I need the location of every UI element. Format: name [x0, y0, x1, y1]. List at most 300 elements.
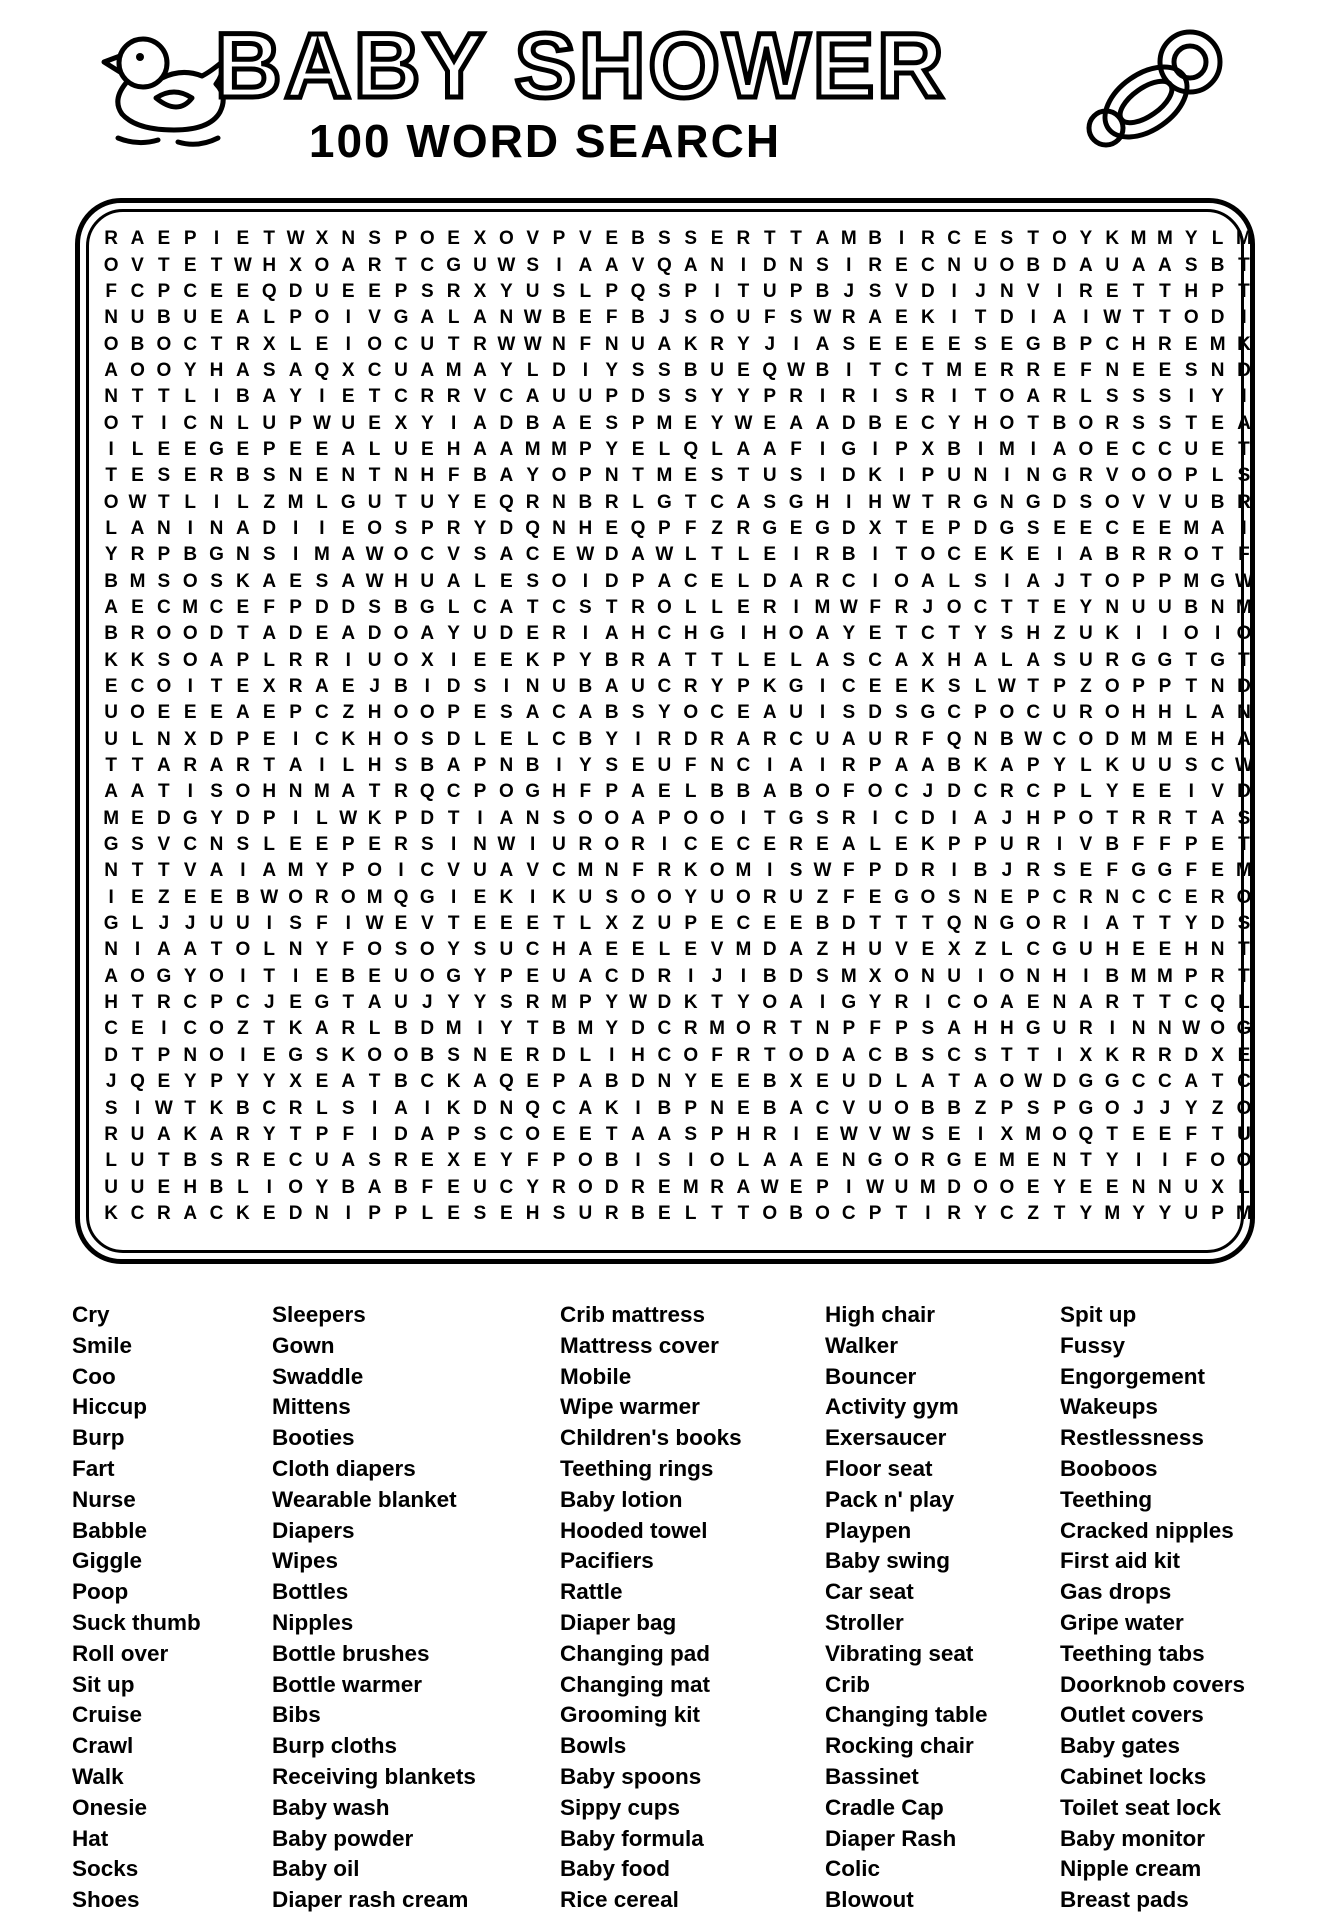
grid-letter[interactable]: K — [868, 465, 882, 487]
grid-letter[interactable]: Y — [473, 517, 487, 539]
grid-letter[interactable]: F — [790, 438, 802, 460]
grid-letter[interactable]: N — [499, 307, 514, 329]
grid-letter[interactable]: E — [658, 781, 671, 803]
grid-letter[interactable]: A — [473, 359, 487, 381]
grid-letter[interactable]: W — [866, 1176, 885, 1198]
grid-letter[interactable]: L — [263, 649, 276, 671]
grid-letter[interactable]: R — [947, 1202, 962, 1224]
grid-letter[interactable]: M — [103, 807, 120, 829]
grid-letter[interactable]: L — [368, 1018, 381, 1040]
grid-letter[interactable]: O — [340, 886, 356, 908]
grid-letter[interactable]: L — [895, 1071, 908, 1093]
grid-letter[interactable]: I — [846, 1176, 852, 1198]
grid-letter[interactable]: E — [473, 913, 487, 935]
grid-letter[interactable]: S — [1184, 359, 1198, 381]
grid-letter[interactable]: A — [183, 1202, 198, 1224]
grid-letter[interactable]: O — [103, 491, 119, 513]
grid-letter[interactable]: E — [895, 333, 908, 355]
grid-letter[interactable]: A — [762, 781, 777, 803]
grid-letter[interactable]: O — [577, 1176, 593, 1198]
grid-letter[interactable]: C — [657, 1018, 672, 1040]
grid-letter[interactable]: I — [1030, 307, 1036, 329]
grid-letter[interactable]: R — [394, 1150, 408, 1172]
grid-letter[interactable]: E — [1132, 1123, 1145, 1145]
grid-letter[interactable]: A — [552, 412, 566, 434]
grid-letter[interactable]: R — [999, 781, 1014, 803]
grid-letter[interactable]: E — [183, 438, 197, 460]
grid-letter[interactable]: Y — [710, 412, 724, 434]
grid-letter[interactable]: R — [315, 649, 329, 671]
grid-letter[interactable]: A — [999, 755, 1014, 777]
grid-letter[interactable]: J — [764, 333, 776, 355]
grid-letter[interactable]: T — [526, 1018, 539, 1040]
grid-letter[interactable]: U — [1052, 1018, 1067, 1040]
grid-letter[interactable]: O — [815, 781, 830, 803]
grid-letter[interactable]: D — [1052, 254, 1067, 276]
grid-letter[interactable]: O — [1104, 1097, 1120, 1119]
grid-letter[interactable]: C — [420, 544, 435, 566]
grid-letter[interactable]: A — [1026, 570, 1041, 592]
grid-letter[interactable]: M — [366, 886, 383, 908]
grid-letter[interactable]: Y — [605, 1018, 619, 1040]
grid-letter[interactable]: I — [1162, 1150, 1168, 1172]
grid-letter[interactable]: A — [789, 412, 803, 434]
grid-letter[interactable]: T — [158, 781, 170, 803]
grid-letter[interactable]: J — [1054, 570, 1065, 592]
grid-letter[interactable]: S — [289, 913, 302, 935]
grid-letter[interactable]: X — [473, 228, 487, 250]
grid-letter[interactable]: U — [1105, 254, 1120, 276]
grid-letter[interactable]: E — [315, 965, 329, 987]
grid-letter[interactable]: I — [1056, 280, 1063, 302]
grid-letter[interactable]: R — [1210, 886, 1225, 908]
grid-letter[interactable]: L — [974, 676, 987, 698]
grid-letter[interactable]: C — [262, 1097, 277, 1119]
grid-letter[interactable]: M — [551, 438, 567, 460]
grid-letter[interactable]: E — [1184, 333, 1198, 355]
grid-letter[interactable]: C — [525, 544, 540, 566]
grid-letter[interactable]: T — [1106, 1123, 1119, 1145]
grid-letter[interactable]: J — [105, 1071, 117, 1093]
grid-letter[interactable]: S — [473, 544, 487, 566]
grid-letter[interactable]: G — [1025, 491, 1041, 513]
grid-letter[interactable]: E — [1026, 544, 1040, 566]
grid-letter[interactable]: T — [790, 228, 802, 250]
grid-letter[interactable]: I — [451, 834, 457, 856]
grid-letter[interactable]: A — [130, 228, 145, 250]
grid-letter[interactable]: C — [1105, 517, 1120, 539]
grid-letter[interactable]: P — [631, 412, 645, 434]
grid-letter[interactable]: A — [578, 702, 593, 724]
grid-letter[interactable]: G — [446, 254, 462, 276]
grid-letter[interactable]: R — [683, 676, 698, 698]
grid-letter[interactable]: U — [1184, 491, 1199, 513]
word-list-item[interactable]: Restlessness — [1060, 1425, 1204, 1451]
grid-letter[interactable]: L — [368, 438, 381, 460]
word-list-item[interactable]: Nurse — [72, 1486, 136, 1512]
grid-letter[interactable]: A — [1210, 702, 1225, 724]
grid-letter[interactable]: O — [393, 649, 409, 671]
grid-letter[interactable]: O — [577, 1150, 593, 1172]
grid-letter[interactable]: U — [420, 570, 435, 592]
grid-letter[interactable]: I — [767, 860, 773, 882]
grid-letter[interactable]: K — [341, 1044, 356, 1066]
grid-letter[interactable]: O — [551, 465, 567, 487]
grid-letter[interactable]: T — [1185, 676, 1198, 698]
grid-letter[interactable]: T — [1211, 1071, 1224, 1093]
word-list-item[interactable]: Rattle — [560, 1579, 623, 1605]
grid-letter[interactable]: V — [473, 386, 487, 408]
grid-letter[interactable]: P — [1026, 886, 1040, 908]
grid-letter[interactable]: O — [762, 1202, 778, 1224]
grid-letter[interactable]: G — [1078, 1071, 1094, 1093]
grid-letter[interactable]: E — [737, 1097, 750, 1119]
grid-letter[interactable]: Y — [868, 992, 882, 1014]
grid-letter[interactable]: O — [419, 965, 435, 987]
grid-letter[interactable]: E — [157, 1071, 171, 1093]
grid-letter[interactable]: I — [1030, 438, 1036, 460]
grid-letter[interactable]: B — [394, 596, 408, 618]
grid-letter[interactable]: Y — [420, 412, 434, 434]
grid-letter[interactable]: H — [552, 939, 566, 961]
grid-letter[interactable]: C — [499, 386, 514, 408]
grid-letter[interactable]: O — [973, 992, 988, 1014]
grid-letter[interactable]: E — [526, 965, 540, 987]
grid-letter[interactable]: T — [1185, 412, 1198, 434]
grid-letter[interactable]: E — [1211, 860, 1224, 882]
grid-letter[interactable]: E — [710, 228, 724, 250]
word-list-item[interactable]: Doorknob covers — [1060, 1671, 1246, 1697]
grid-letter[interactable]: J — [843, 280, 855, 302]
grid-letter[interactable]: L — [105, 1150, 117, 1172]
grid-letter[interactable]: F — [922, 728, 934, 750]
grid-letter[interactable]: Y — [1184, 913, 1198, 935]
grid-letter[interactable]: A — [868, 307, 882, 329]
grid-letter[interactable]: T — [526, 596, 539, 618]
grid-letter[interactable]: G — [419, 596, 435, 618]
grid-letter[interactable]: T — [974, 386, 987, 408]
grid-letter[interactable]: I — [398, 860, 404, 882]
grid-letter[interactable]: S — [974, 1044, 987, 1066]
grid-letter[interactable]: H — [973, 1018, 988, 1040]
grid-letter[interactable]: E — [763, 412, 777, 434]
grid-letter[interactable]: W — [523, 333, 542, 355]
grid-letter[interactable]: G — [920, 702, 936, 724]
word-list-item[interactable]: Children's books — [560, 1425, 742, 1451]
grid-letter[interactable]: T — [158, 386, 170, 408]
grid-letter[interactable]: O — [156, 333, 172, 355]
grid-letter[interactable]: B — [578, 676, 593, 698]
grid-letter[interactable]: K — [236, 1202, 250, 1224]
grid-letter[interactable]: E — [183, 465, 197, 487]
grid-letter[interactable]: R — [762, 886, 777, 908]
grid-letter[interactable]: D — [446, 728, 461, 750]
grid-letter[interactable]: W — [497, 333, 516, 355]
grid-letter[interactable]: D — [1210, 913, 1225, 935]
grid-letter[interactable]: O — [894, 1150, 909, 1172]
grid-letter[interactable]: U — [578, 886, 593, 908]
grid-letter[interactable]: P — [289, 412, 302, 434]
grid-letter[interactable]: A — [341, 1150, 356, 1172]
grid-letter[interactable]: S — [816, 807, 829, 829]
grid-letter[interactable]: E — [236, 676, 250, 698]
grid-letter[interactable]: C — [130, 280, 145, 302]
grid-letter[interactable]: I — [424, 1097, 430, 1119]
grid-letter[interactable]: N — [1026, 465, 1041, 487]
grid-letter[interactable]: M — [919, 1176, 936, 1198]
grid-letter[interactable]: F — [579, 333, 592, 355]
grid-letter[interactable]: I — [187, 517, 193, 539]
grid-letter[interactable]: P — [974, 834, 987, 856]
grid-letter[interactable]: Y — [605, 359, 619, 381]
grid-letter[interactable]: O — [1183, 307, 1199, 329]
word-list-item[interactable]: Booties — [272, 1425, 355, 1451]
grid-letter[interactable]: E — [974, 359, 987, 381]
grid-letter[interactable]: L — [737, 544, 750, 566]
grid-letter[interactable]: A — [789, 1150, 803, 1172]
grid-letter[interactable]: A — [657, 333, 672, 355]
grid-letter[interactable]: M — [314, 781, 330, 803]
grid-letter[interactable]: W — [839, 1123, 858, 1145]
grid-letter[interactable]: R — [473, 333, 487, 355]
grid-letter[interactable]: C — [394, 333, 408, 355]
word-list-item[interactable]: Baby gates — [1060, 1733, 1181, 1759]
grid-letter[interactable]: S — [605, 886, 619, 908]
grid-letter[interactable]: C — [156, 596, 171, 618]
grid-letter[interactable]: N — [473, 834, 487, 856]
grid-letter[interactable]: A — [604, 676, 619, 698]
grid-letter[interactable]: D — [604, 544, 619, 566]
grid-letter[interactable]: B — [394, 1071, 408, 1093]
grid-letter[interactable]: S — [605, 755, 619, 777]
grid-letter[interactable]: U — [657, 913, 672, 935]
grid-letter[interactable]: S — [684, 1123, 698, 1145]
grid-letter[interactable]: L — [579, 280, 592, 302]
word-list-item[interactable]: Sleepers — [272, 1302, 366, 1327]
grid-letter[interactable]: P — [605, 280, 619, 302]
grid-letter[interactable]: D — [762, 939, 777, 961]
grid-letter[interactable]: P — [1053, 1097, 1066, 1119]
grid-letter[interactable]: S — [420, 834, 434, 856]
grid-letter[interactable]: A — [446, 755, 461, 777]
grid-letter[interactable]: R — [604, 1202, 619, 1224]
grid-letter[interactable]: O — [367, 939, 382, 961]
grid-letter[interactable]: N — [552, 517, 566, 539]
grid-letter[interactable]: A — [499, 465, 514, 487]
grid-letter[interactable]: G — [657, 491, 672, 513]
grid-letter[interactable]: S — [842, 702, 856, 724]
grid-letter[interactable]: A — [1237, 412, 1251, 434]
grid-letter[interactable]: B — [104, 623, 119, 645]
grid-letter[interactable]: K — [683, 860, 698, 882]
grid-letter[interactable]: U — [552, 386, 566, 408]
grid-letter[interactable]: O — [999, 1176, 1015, 1198]
grid-letter[interactable]: V — [447, 860, 460, 882]
grid-letter[interactable]: T — [737, 465, 750, 487]
grid-letter[interactable]: M — [1157, 728, 1173, 750]
grid-letter[interactable]: E — [157, 1176, 171, 1198]
grid-letter[interactable]: R — [789, 834, 803, 856]
grid-letter[interactable]: P — [1211, 280, 1224, 302]
grid-letter[interactable]: X — [341, 359, 355, 381]
grid-letter[interactable]: I — [477, 807, 483, 829]
grid-letter[interactable]: E — [262, 728, 276, 750]
grid-letter[interactable]: D — [920, 807, 935, 829]
grid-letter[interactable]: U — [1131, 755, 1146, 777]
grid-letter[interactable]: T — [763, 228, 776, 250]
grid-letter[interactable]: D — [1237, 781, 1251, 803]
grid-letter[interactable]: P — [947, 834, 961, 856]
word-list-item[interactable]: Gas drops — [1060, 1579, 1172, 1605]
grid-letter[interactable]: B — [841, 544, 856, 566]
grid-letter[interactable]: U — [947, 965, 962, 987]
grid-letter[interactable]: A — [789, 755, 803, 777]
grid-letter[interactable]: E — [420, 438, 434, 460]
grid-letter[interactable]: A — [841, 834, 856, 856]
grid-letter[interactable]: E — [526, 913, 540, 935]
grid-letter[interactable]: T — [395, 254, 407, 276]
grid-letter[interactable]: C — [1158, 886, 1172, 908]
grid-letter[interactable]: T — [447, 913, 460, 935]
grid-letter[interactable]: C — [1131, 1071, 1146, 1093]
grid-letter[interactable]: X — [921, 438, 935, 460]
grid-letter[interactable]: D — [420, 1018, 435, 1040]
grid-letter[interactable]: V — [631, 254, 645, 276]
grid-letter[interactable]: S — [473, 939, 487, 961]
grid-letter[interactable]: F — [105, 280, 117, 302]
grid-letter[interactable]: U — [367, 491, 382, 513]
grid-letter[interactable]: O — [709, 1150, 725, 1172]
word-list-item[interactable]: High chair — [825, 1302, 936, 1327]
grid-letter[interactable]: C — [657, 1044, 672, 1066]
grid-letter[interactable]: I — [872, 570, 878, 592]
grid-letter[interactable]: T — [210, 676, 223, 698]
word-list-item[interactable]: Wakeups — [1060, 1394, 1158, 1420]
grid-letter[interactable]: U — [1237, 1123, 1251, 1145]
grid-letter[interactable]: B — [789, 1202, 803, 1224]
grid-letter[interactable]: V — [526, 228, 540, 250]
grid-letter[interactable]: S — [157, 649, 171, 671]
grid-letter[interactable]: Y — [315, 1176, 329, 1198]
grid-letter[interactable]: G — [1078, 1097, 1094, 1119]
grid-letter[interactable]: C — [920, 623, 935, 645]
grid-letter[interactable]: I — [477, 1018, 483, 1040]
grid-letter[interactable]: B — [920, 1097, 935, 1119]
grid-letter[interactable]: E — [1026, 992, 1040, 1014]
grid-letter[interactable]: D — [420, 807, 435, 829]
grid-letter[interactable]: X — [1000, 1123, 1014, 1145]
grid-letter[interactable]: T — [131, 1044, 144, 1066]
word-list-item[interactable]: Smile — [72, 1332, 133, 1358]
grid-letter[interactable]: S — [236, 834, 250, 856]
word-list-item[interactable]: Nipple cream — [1060, 1856, 1202, 1882]
grid-letter[interactable]: C — [499, 1176, 514, 1198]
grid-letter[interactable]: O — [393, 728, 409, 750]
grid-letter[interactable]: A — [657, 570, 672, 592]
grid-letter[interactable]: D — [315, 596, 329, 618]
grid-letter[interactable]: G — [1131, 860, 1146, 882]
grid-letter[interactable]: T — [1132, 913, 1145, 935]
grid-letter[interactable]: H — [841, 939, 856, 961]
grid-letter[interactable]: M — [1130, 728, 1147, 750]
grid-letter[interactable]: Y — [473, 965, 487, 987]
grid-letter[interactable]: B — [1026, 254, 1041, 276]
grid-letter[interactable]: K — [1237, 333, 1251, 355]
grid-letter[interactable]: R — [1105, 992, 1120, 1014]
grid-letter[interactable]: R — [1131, 807, 1146, 829]
grid-letter[interactable]: N — [525, 807, 540, 829]
grid-letter[interactable]: C — [841, 676, 856, 698]
grid-letter[interactable]: E — [710, 834, 724, 856]
grid-letter[interactable]: D — [288, 1202, 303, 1224]
grid-letter[interactable]: I — [635, 1097, 641, 1119]
grid-letter[interactable]: K — [104, 649, 119, 671]
grid-letter[interactable]: T — [711, 649, 723, 671]
grid-letter[interactable]: R — [1158, 544, 1172, 566]
grid-letter[interactable]: P — [447, 1123, 460, 1145]
grid-letter[interactable]: S — [631, 359, 645, 381]
grid-letter[interactable]: S — [1105, 386, 1119, 408]
grid-letter[interactable]: I — [661, 834, 668, 856]
grid-letter[interactable]: J — [158, 913, 170, 935]
grid-letter[interactable]: O — [1157, 465, 1173, 487]
grid-letter[interactable]: E — [499, 728, 513, 750]
grid-letter[interactable]: U — [130, 1123, 145, 1145]
grid-letter[interactable]: W — [365, 570, 384, 592]
grid-letter[interactable]: B — [947, 438, 962, 460]
grid-letter[interactable]: B — [894, 1044, 909, 1066]
grid-letter[interactable]: P — [1132, 676, 1145, 698]
grid-letter[interactable]: I — [1214, 623, 1221, 645]
grid-letter[interactable]: E — [499, 913, 513, 935]
grid-letter[interactable]: E — [789, 913, 803, 935]
grid-letter[interactable]: F — [1159, 834, 1171, 856]
grid-letter[interactable]: I — [556, 755, 562, 777]
grid-letter[interactable]: F — [526, 1150, 539, 1172]
grid-letter[interactable]: U — [209, 913, 224, 935]
grid-letter[interactable]: U — [552, 834, 566, 856]
grid-letter[interactable]: I — [740, 807, 747, 829]
grid-letter[interactable]: A — [1210, 807, 1225, 829]
grid-letter[interactable]: C — [552, 860, 566, 882]
grid-letter[interactable]: Y — [605, 992, 619, 1014]
grid-letter[interactable]: A — [1026, 649, 1041, 671]
grid-letter[interactable]: O — [709, 807, 725, 829]
grid-letter[interactable]: E — [1184, 728, 1198, 750]
grid-letter[interactable]: O — [1104, 702, 1120, 724]
grid-letter[interactable]: E — [974, 228, 987, 250]
word-list-item[interactable]: Socks — [72, 1856, 139, 1882]
grid-letter[interactable]: C — [947, 992, 962, 1014]
grid-letter[interactable]: J — [711, 965, 723, 987]
grid-letter[interactable]: T — [368, 465, 381, 487]
grid-letter[interactable]: A — [1158, 254, 1172, 276]
grid-letter[interactable]: D — [657, 992, 672, 1014]
grid-letter[interactable]: C — [894, 807, 909, 829]
grid-letter[interactable]: D — [104, 1044, 119, 1066]
grid-letter[interactable]: P — [684, 913, 698, 935]
grid-letter[interactable]: I — [451, 412, 457, 434]
grid-letter[interactable]: D — [604, 1176, 619, 1198]
grid-letter[interactable]: P — [579, 465, 592, 487]
grid-letter[interactable]: H — [947, 649, 962, 671]
grid-letter[interactable]: C — [736, 755, 751, 777]
grid-letter[interactable]: A — [1105, 913, 1120, 935]
grid-letter[interactable]: U — [104, 728, 119, 750]
grid-letter[interactable]: Y — [658, 702, 671, 724]
grid-letter[interactable]: C — [868, 649, 882, 671]
grid-letter[interactable]: G — [182, 807, 198, 829]
